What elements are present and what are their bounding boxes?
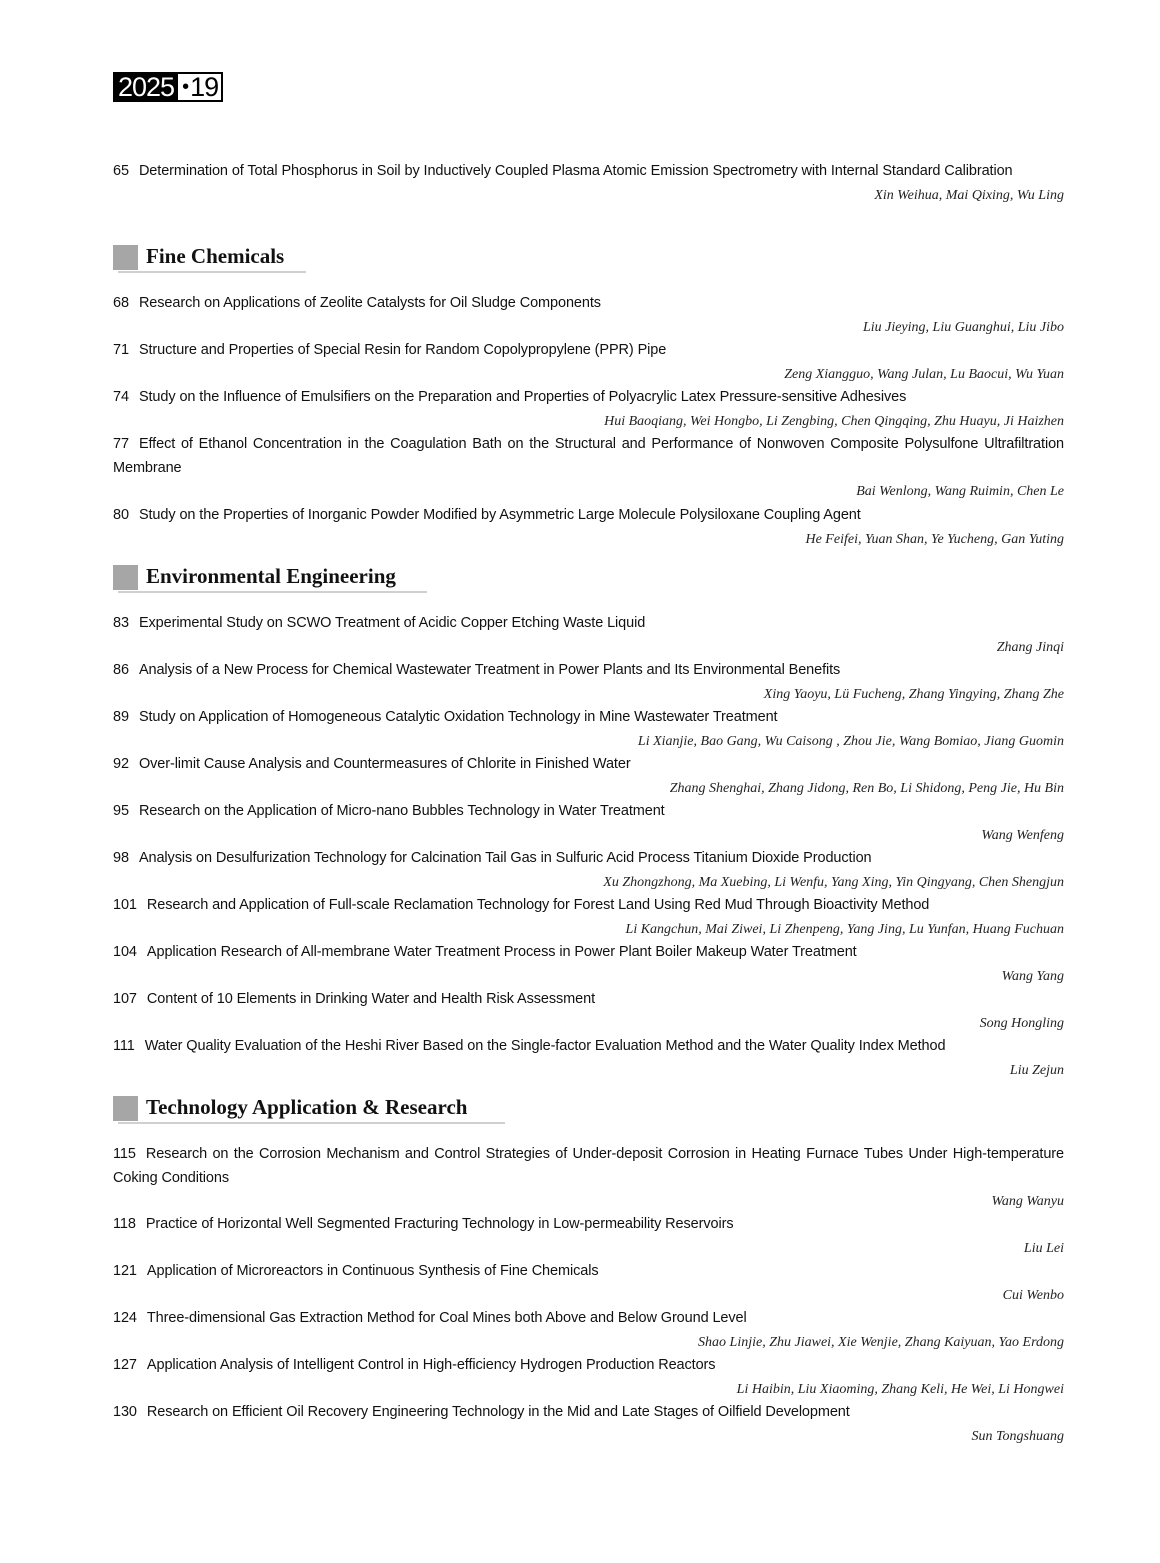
- article-title: Research on the Application of Micro-nano Bubbles Technology in Water Treatment: [138, 803, 665, 819]
- article-title-line: [113, 847, 1064, 871]
- toc-entry[interactable]: [113, 1213, 1064, 1260]
- page-number: 121: [113, 1263, 137, 1279]
- article-title: Analysis of a New Process for Chemical Wastewater Treatment in Power Plants and Its Environmental Benefits: [138, 662, 841, 678]
- issue-year: 2025: [115, 74, 178, 100]
- article-authors: Zhang Jinqi: [996, 639, 1064, 655]
- article-title: Analysis on Desulfurization Technology for Calcination Tail Gas in Sulfuric Acid Process Titanium Dioxide Production: [138, 850, 872, 866]
- toc-entry[interactable]: [113, 612, 1064, 659]
- article-title-line: [113, 894, 1064, 918]
- page-number: 101: [113, 897, 137, 913]
- toc-entry[interactable]: [113, 1354, 1064, 1401]
- section-square-icon: [113, 245, 138, 270]
- toc-entry[interactable]: [113, 800, 1064, 847]
- article-authors: Zhang Shenghai, Zhang Jidong, Ren Bo, Li Shidong, Peng Jie, Hu Bin: [669, 780, 1064, 796]
- page-number: 65: [113, 163, 129, 179]
- article-authors: Cui Wenbo: [1002, 1287, 1064, 1303]
- toc-entry[interactable]: [113, 504, 1064, 551]
- toc-entry[interactable]: [113, 433, 1064, 504]
- article-title-line: [113, 292, 1064, 316]
- page-number: 98: [113, 850, 129, 866]
- toc-entry[interactable]: [113, 160, 1064, 207]
- article-authors: Zeng Xiangguo, Wang Julan, Lu Baocui, Wu Yuan: [784, 366, 1064, 382]
- section-underline: [118, 271, 306, 273]
- article-title-line: [113, 800, 1064, 824]
- article-authors: Shao Linjie, Zhu Jiawei, Xie Wenjie, Zhang Kaiyuan, Yao Erdong: [698, 1334, 1064, 1350]
- page-number: 86: [113, 662, 129, 678]
- section-square-icon: [113, 1096, 138, 1121]
- article-title-line: [113, 1143, 1064, 1190]
- toc-entry[interactable]: [113, 1035, 1064, 1082]
- page-number: 80: [113, 507, 129, 523]
- article-authors: Sun Tongshuang: [971, 1428, 1064, 1444]
- page-number: 124: [113, 1310, 137, 1326]
- article-title: Study on the Properties of Inorganic Powder Modified by Asymmetric Large Molecule Polysiloxane Coupling Agent: [138, 507, 861, 523]
- article-authors: Xing Yaoyu, Lü Fucheng, Zhang Yingying, Zhang Zhe: [763, 686, 1064, 702]
- page-number: 92: [113, 756, 129, 772]
- article-authors: He Feifei, Yuan Shan, Ye Yucheng, Gan Yuting: [805, 531, 1064, 547]
- page-number: 71: [113, 342, 129, 358]
- article-title: Research on Efficient Oil Recovery Engineering Technology in the Mid and Late Stages of Oilfield Development: [146, 1404, 850, 1420]
- article-authors: Liu Lei: [1023, 1240, 1064, 1256]
- section-underline: [118, 1122, 505, 1124]
- article-title-line: [113, 504, 1064, 528]
- page-number: 118: [113, 1216, 136, 1232]
- article-title: Three-dimensional Gas Extraction Method for Coal Mines both Above and Below Ground Level: [146, 1310, 747, 1326]
- article-authors: Wang Wenfeng: [981, 827, 1064, 843]
- page-number: 77: [113, 436, 129, 452]
- article-title: Determination of Total Phosphorus in Soil by Inductively Coupled Plasma Atomic Emission Spectrometry with Internal Standard Calibration: [138, 163, 1013, 179]
- article-title-line: [113, 1213, 1064, 1237]
- article-title: Study on the Influence of Emulsifiers on the Preparation and Properties of Polyacrylic Latex Pressure-sensitive Adhesives: [138, 389, 907, 405]
- toc-entry[interactable]: [113, 1143, 1064, 1214]
- toc-entry[interactable]: [113, 1401, 1064, 1448]
- article-title-line: [113, 160, 1064, 184]
- article-authors: Wang Yang: [1001, 968, 1064, 984]
- section-title: Fine Chemicals: [146, 244, 285, 268]
- toc-entry[interactable]: [113, 386, 1064, 433]
- article-title-line: [113, 753, 1064, 777]
- article-authors: Li Haibin, Liu Xiaoming, Zhang Keli, He Wei, Li Hongwei: [736, 1381, 1064, 1397]
- article-title-line: [113, 612, 1064, 636]
- article-title-line: [113, 1260, 1064, 1284]
- toc-entry[interactable]: [113, 988, 1064, 1035]
- article-authors: Bai Wenlong, Wang Ruimin, Chen Le: [856, 484, 1064, 499]
- article-title-line: [113, 1035, 1064, 1059]
- article-title: Water Quality Evaluation of the Heshi River Based on the Single-factor Evaluation Method and the Water Quality Index Method: [144, 1038, 946, 1054]
- article-title-line: [113, 941, 1064, 965]
- article-authors: Liu Jieying, Liu Guanghui, Liu Jibo: [862, 319, 1064, 335]
- article-title: Research on Applications of Zeolite Catalysts for Oil Sludge Components: [138, 295, 601, 311]
- article-title-line: [113, 433, 1064, 480]
- page-number: 127: [113, 1357, 137, 1373]
- page-number: 104: [113, 944, 137, 960]
- article-authors: Liu Zejun: [1009, 1062, 1064, 1078]
- section-title: Environmental Engineering: [146, 564, 396, 588]
- section-title: Technology Application & Research: [146, 1095, 468, 1119]
- page-number: 74: [113, 389, 129, 405]
- toc-entry[interactable]: [113, 339, 1064, 386]
- toc-entry[interactable]: [113, 847, 1064, 894]
- toc-entry[interactable]: [113, 894, 1064, 941]
- article-authors: Xu Zhongzhong, Ma Xuebing, Li Wenfu, Yang Xing, Yin Qingyang, Chen Shengjun: [603, 874, 1064, 890]
- toc-entry[interactable]: [113, 292, 1064, 339]
- bullet-icon: •: [182, 76, 189, 98]
- article-title-line: [113, 1354, 1064, 1378]
- article-title: Application Analysis of Intelligent Control in High-efficiency Hydrogen Production Reactors: [146, 1357, 716, 1373]
- section-square-icon: [113, 565, 138, 590]
- issue-number: 19: [190, 72, 219, 102]
- article-title: Application Research of All-membrane Water Treatment Process in Power Plant Boiler Makeup Water Treatment: [146, 944, 857, 960]
- article-title: Over-limit Cause Analysis and Countermeasures of Chlorite in Finished Water: [138, 756, 631, 772]
- page-number: 83: [113, 615, 129, 631]
- article-title: Research on the Corrosion Mechanism and Control Strategies of Under-deposit Corrosion in Heating Furnace Tubes Under High-temperature Coking Conditions: [113, 1146, 1064, 1186]
- article-title-line: [113, 988, 1064, 1012]
- page-number: 89: [113, 709, 129, 725]
- article-authors: Li Xianjie, Bao Gang, Wu Caisong , Zhou Jie, Wang Bomiao, Jiang Guomin: [637, 733, 1064, 749]
- article-authors: Li Kangchun, Mai Ziwei, Li Zhenpeng, Yang Jing, Lu Yunfan, Huang Fuchuan: [625, 921, 1064, 937]
- article-title: Effect of Ethanol Concentration in the Coagulation Bath on the Structural and Performance of Nonwoven Composite Polysulfone Ultrafiltration Membrane: [113, 436, 1064, 476]
- article-title: Practice of Horizontal Well Segmented Fracturing Technology in Low-permeability Reservoirs: [145, 1216, 734, 1232]
- page-number: 95: [113, 803, 129, 819]
- page-number: 111: [113, 1038, 135, 1054]
- issue-number-box: [178, 74, 221, 100]
- page-number: 107: [113, 991, 137, 1007]
- page-number: 130: [113, 1404, 137, 1420]
- article-title-line: [113, 1307, 1064, 1331]
- toc-entry[interactable]: [113, 941, 1064, 988]
- article-title-line: [113, 339, 1064, 363]
- article-title: Application of Microreactors in Continuous Synthesis of Fine Chemicals: [146, 1263, 599, 1279]
- article-authors: Xin Weihua, Mai Qixing, Wu Ling: [874, 187, 1064, 203]
- toc-entry[interactable]: [113, 706, 1064, 753]
- article-authors: Song Hongling: [979, 1015, 1064, 1031]
- toc-entry[interactable]: [113, 1307, 1064, 1354]
- article-title: Research and Application of Full-scale Reclamation Technology for Forest Land Using Red Mud Through Bioactivity Method: [146, 897, 930, 913]
- article-authors: Wang Wanyu: [991, 1194, 1064, 1209]
- issue-badge: [113, 72, 223, 102]
- article-title: Experimental Study on SCWO Treatment of Acidic Copper Etching Waste Liquid: [138, 615, 646, 631]
- toc-entry[interactable]: [113, 753, 1064, 800]
- page-number: 68: [113, 295, 129, 311]
- article-title: Content of 10 Elements in Drinking Water and Health Risk Assessment: [146, 991, 596, 1007]
- article-title-line: [113, 706, 1064, 730]
- article-title-line: [113, 659, 1064, 683]
- page-number: 115: [113, 1146, 136, 1162]
- toc-entry[interactable]: [113, 659, 1064, 706]
- toc-entry[interactable]: [113, 1260, 1064, 1307]
- article-title: Structure and Properties of Special Resin for Random Copolypropylene (PPR) Pipe: [138, 342, 667, 358]
- section-underline: [118, 591, 427, 593]
- article-authors: Hui Baoqiang, Wei Hongbo, Li Zengbing, Chen Qingqing, Zhu Huayu, Ji Haizhen: [604, 413, 1064, 429]
- article-title: Study on Application of Homogeneous Catalytic Oxidation Technology in Mine Wastewater Treatment: [138, 709, 778, 725]
- article-title-line: [113, 386, 1064, 410]
- article-title-line: [113, 1401, 1064, 1425]
